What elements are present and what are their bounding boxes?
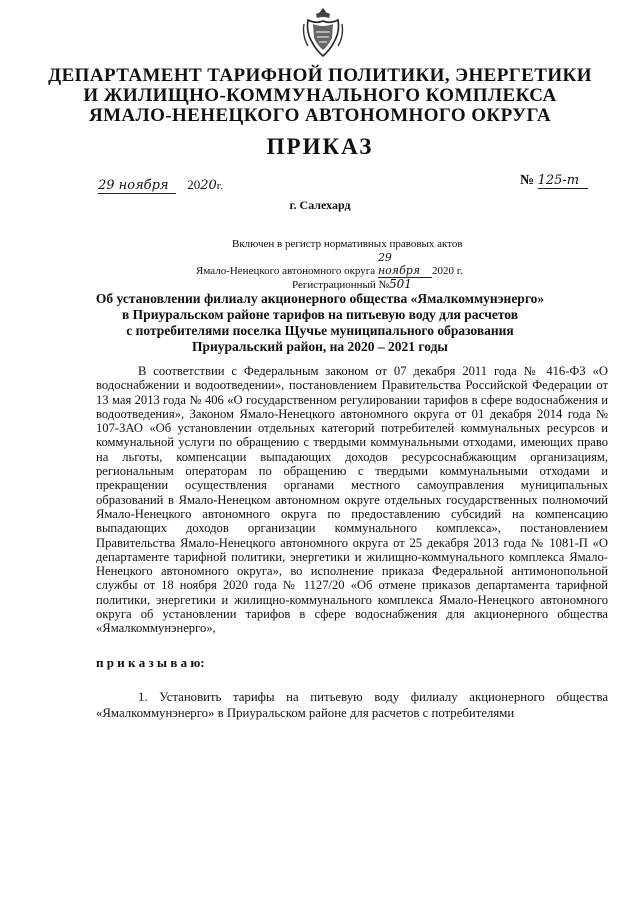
registry-line-2-end: 2020 г. xyxy=(431,265,463,277)
city: г. Салехард xyxy=(289,198,351,212)
header-line-2: И ЖИЛИЩНО-КОММУНАЛЬНОГО КОМПЛЕКСА xyxy=(83,85,557,106)
registry-line-2-start: Ямало-Ненецкого автономного округа xyxy=(196,265,376,277)
registry-date-handwritten: 29 ноября xyxy=(378,251,432,278)
registry-line-1: Включен в регистр нормативных правовых актов xyxy=(232,238,463,250)
registry-line-3 xyxy=(196,278,536,292)
date-handwritten: 29 ноября xyxy=(98,178,176,194)
preamble-paragraph: В соответствии с Федеральным законом от 07 декабря 2011 года № 416-ФЗ «О водоснабжении и водоотведении», постановлением Правительства Российской Федерации от 13 мая 2013 года № 406 «О государственном регулировании тарифов в сфере водоснабжения и водоотведения», Законом Ямало-Ненецкого автономного округа от 01 декабря 2014 года № 107-ЗАО «Об установлении отдельных категорий потребителей коммунальных ресурсов и коммунальной услуги по обращению с твердыми коммунальными отходами, имеющих право на льготы, компенсации выпадающих доходов ресурсоснабжающим организациям, региональным операторам по обращению с твердыми коммунальными отходами и прекращении осуществления органами местного самоуправления муниципальных образований в Ямало-Ненецком автономном округе отдельных государственных полномочий Ямало-Ненецкого автономного округа по предоставлению субсидий на компенсацию выпадающих доходов организации коммунального комплекса», постановлением Правительства Ямало-Ненецкого автономного округа от 25 декабря 2013 года № 1081-П «О департаменте тарифной политики, энергетики и жилищно-коммунального комплекса Ямало-Ненецкого автономного округа», во исполнение приказа Федеральной антимонопольной службы от 18 ноября 2020 года № 1127/20 «Об отмене приказов департамента тарифной политики, энергетики и жилищно-коммунального комплекса Ямало-Ненецкого автономного округа об установлении тарифов в сфере водоснабжения для акционерного общества «Ямалкоммунэнерго», xyxy=(96,364,608,636)
document-type-title: ПРИКАЗ xyxy=(266,134,374,159)
title-line-4: Приуральский район, на 2020 – 2021 годы xyxy=(192,339,448,354)
header-line-3: ЯМАЛО-НЕНЕЦКОГО АВТОНОМНОГО ОКРУГА xyxy=(88,105,552,126)
title-line-1: Об установлении филиалу акционерного общества «Ямалкоммунэнерго» xyxy=(95,291,545,306)
number-label: № xyxy=(520,173,535,188)
registry-line-2 xyxy=(196,251,536,278)
department-header xyxy=(0,66,640,126)
registry-line-3-start: Регистрационный № xyxy=(292,279,390,291)
registry-number-handwritten: 501 xyxy=(389,277,412,291)
registry-stamp xyxy=(196,238,536,292)
header-line-1: ДЕПАРТАМЕНТ ТАРИФНОЙ ПОЛИТИКИ, ЭНЕРГЕТИКИ xyxy=(48,65,592,86)
date-suffix: г. xyxy=(216,180,223,192)
title-line-3: с потребителями поселка Щучье муниципального образования xyxy=(126,323,514,338)
order-number xyxy=(520,173,588,189)
coat-of-arms-emblem xyxy=(302,6,344,60)
date-year-prefix: 20 xyxy=(187,177,201,192)
title-line-2: в Приуральском районе тарифов на питьевую воду для расчетов xyxy=(122,307,518,322)
date-year-handwritten: 20 xyxy=(200,178,217,193)
number-handwritten: 125-т xyxy=(538,173,588,189)
order-title xyxy=(0,291,640,355)
order-date xyxy=(98,177,223,194)
order-word: п р и к а з ы в а ю: xyxy=(96,655,205,670)
item-1-paragraph: 1. Установить тарифы на питьевую воду филиалу акционерного общества «Ямалкоммунэнерго» в Приуральском районе для расчетов с потребителями xyxy=(96,690,608,720)
